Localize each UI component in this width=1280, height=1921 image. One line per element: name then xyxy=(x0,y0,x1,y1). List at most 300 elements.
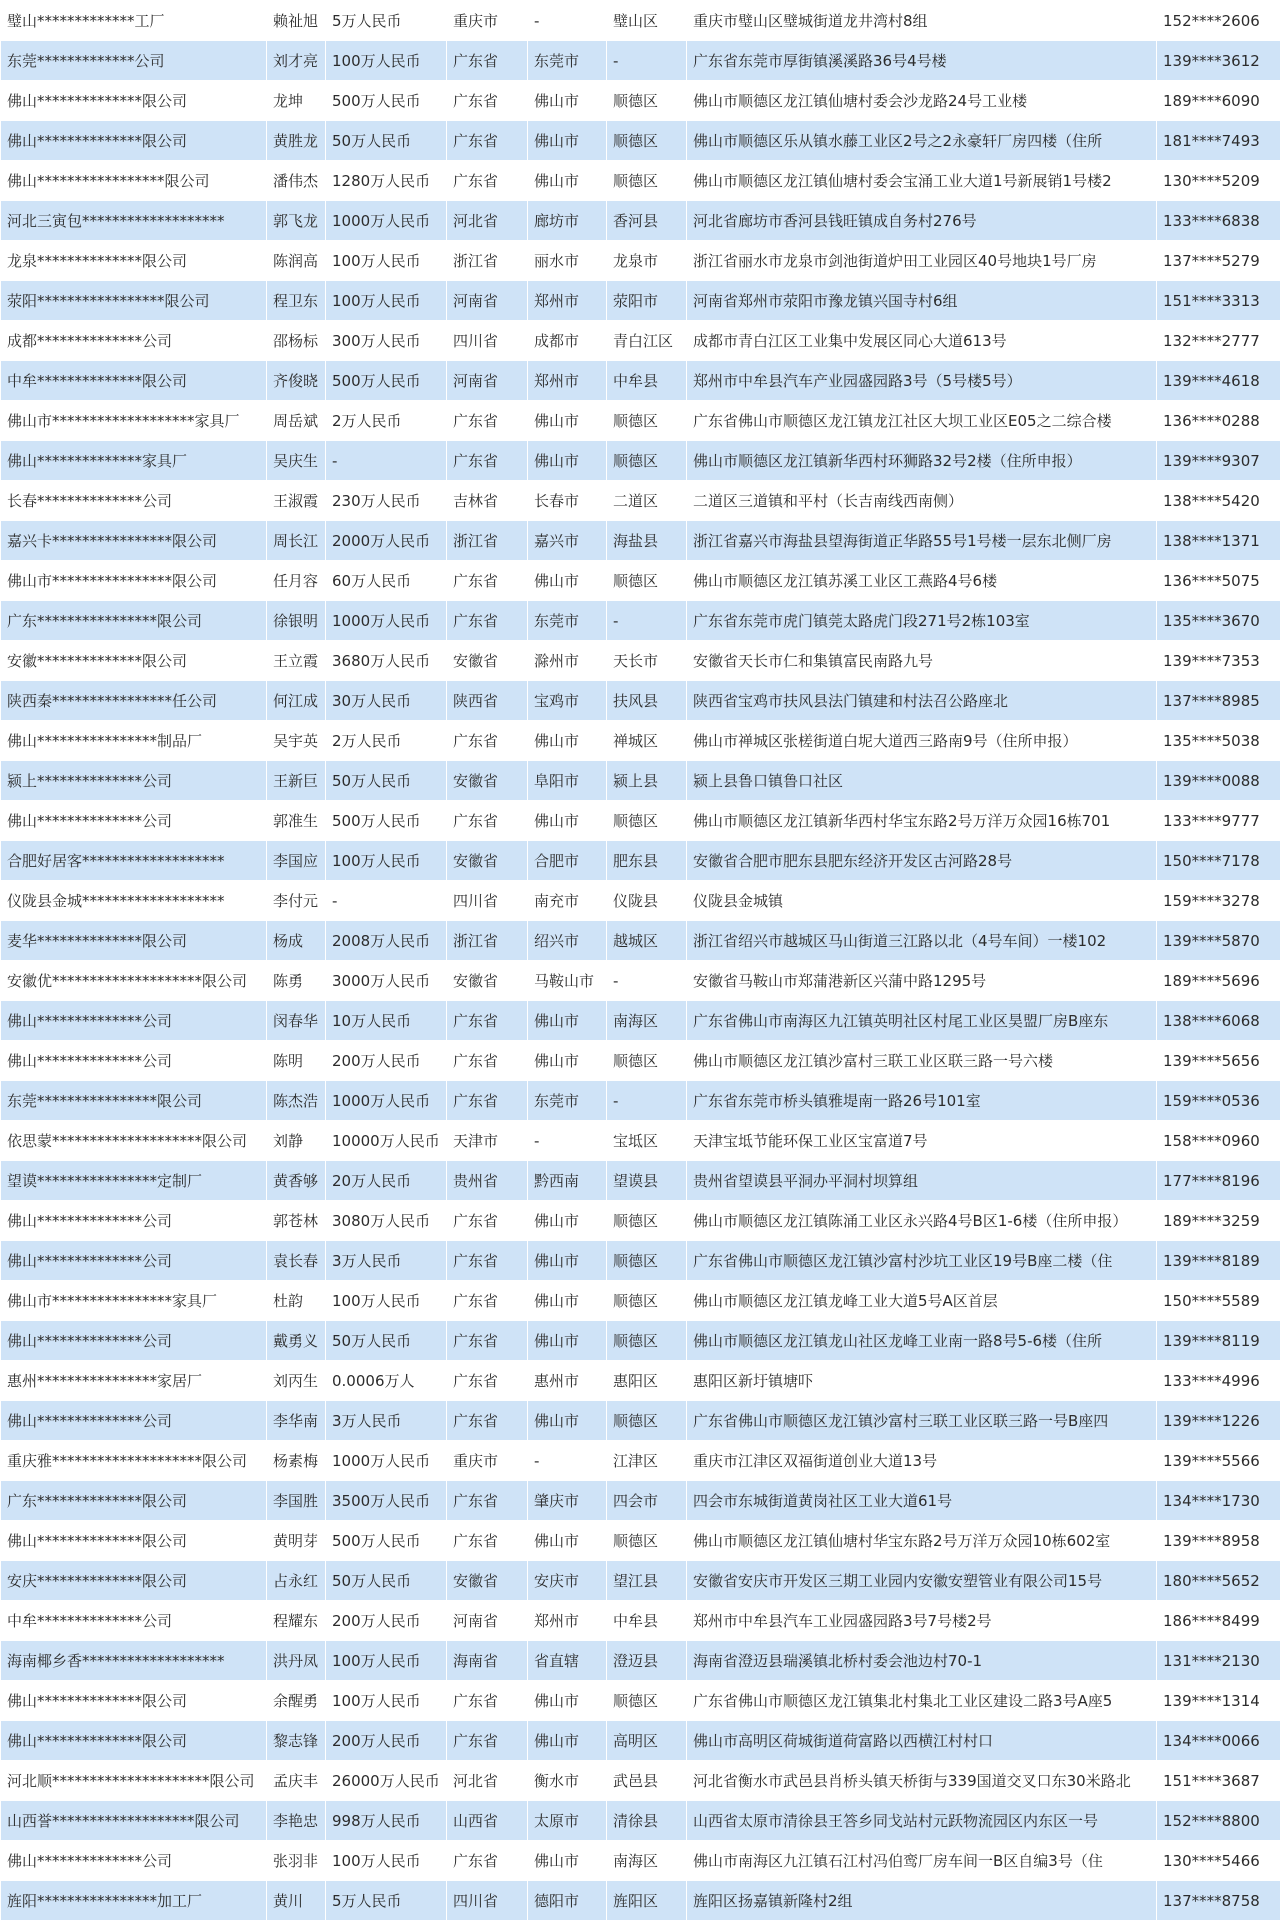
province-cell: 广东省 xyxy=(447,1001,528,1041)
legal-person-cell: 吴庆生 xyxy=(267,441,326,481)
district-cell: 顺德区 xyxy=(607,1681,687,1721)
address-cell: 天津宝坻节能环保工业区宝富道7号 xyxy=(687,1121,1157,1161)
address-cell: 广东省东莞市厚街镇溪溪路36号4号楼 xyxy=(687,41,1157,81)
district-cell: 惠阳区 xyxy=(607,1361,687,1401)
legal-person-cell: 黎志锋 xyxy=(267,1721,326,1761)
district-cell: 宝坻区 xyxy=(607,1121,687,1161)
legal-person-cell: 何江成 xyxy=(267,681,326,721)
legal-person-cell: 占永红 xyxy=(267,1561,326,1601)
district-cell: 扶风县 xyxy=(607,681,687,721)
district-cell: 顺德区 xyxy=(607,801,687,841)
company-name-cell: 佛山市****************限公司 xyxy=(1,561,267,601)
city-cell: - xyxy=(528,1441,607,1481)
city-cell: 佛山市 xyxy=(528,1321,607,1361)
table-row xyxy=(1,81,1280,121)
province-cell: 安徽省 xyxy=(447,1561,528,1601)
phone-cell: 180****5652 xyxy=(1157,1561,1280,1601)
phone-cell: 139****5656 xyxy=(1157,1041,1280,1081)
province-cell: 广东省 xyxy=(447,1281,528,1321)
phone-cell: 138****6068 xyxy=(1157,1001,1280,1041)
address-cell: 佛山市顺德区龙江镇陈涌工业区永兴路4号B区1-6楼（住所申报） xyxy=(687,1201,1157,1241)
legal-person-cell: 王立霞 xyxy=(267,641,326,681)
table-row xyxy=(1,761,1280,801)
province-cell: 安徽省 xyxy=(447,641,528,681)
table-row xyxy=(1,281,1280,321)
city-cell: 佛山市 xyxy=(528,721,607,761)
address-cell: 佛山市顺德区龙江镇龙峰工业大道5号A区首层 xyxy=(687,1281,1157,1321)
company-name-cell: 佛山**************公司 xyxy=(1,1841,267,1881)
legal-person-cell: 潘伟杰 xyxy=(267,161,326,201)
district-cell: 顺德区 xyxy=(607,441,687,481)
district-cell: 顺德区 xyxy=(607,121,687,161)
address-cell: 重庆市璧山区璧城街道龙井湾村8组 xyxy=(687,1,1157,41)
city-cell: 郑州市 xyxy=(528,361,607,401)
province-cell: 广东省 xyxy=(447,601,528,641)
table-row xyxy=(1,1801,1280,1841)
registered-capital-cell: 3500万人民币 xyxy=(326,1481,447,1521)
province-cell: 广东省 xyxy=(447,1321,528,1361)
address-cell: 安徽省合肥市肥东县肥东经济开发区古河路28号 xyxy=(687,841,1157,881)
district-cell: 肥东县 xyxy=(607,841,687,881)
table-row xyxy=(1,1641,1280,1681)
city-cell: 佛山市 xyxy=(528,561,607,601)
district-cell: 颍上县 xyxy=(607,761,687,801)
phone-cell: 137****5279 xyxy=(1157,241,1280,281)
legal-person-cell: 张羽非 xyxy=(267,1841,326,1881)
district-cell: 清徐县 xyxy=(607,1801,687,1841)
province-cell: 四川省 xyxy=(447,321,528,361)
table-row xyxy=(1,401,1280,441)
company-name-cell: 佛山**************公司 xyxy=(1,1201,267,1241)
province-cell: 广东省 xyxy=(447,1841,528,1881)
registered-capital-cell: 2万人民币 xyxy=(326,401,447,441)
legal-person-cell: 杜韵 xyxy=(267,1281,326,1321)
table-row xyxy=(1,801,1280,841)
district-cell: 顺德区 xyxy=(607,401,687,441)
legal-person-cell: 余醒勇 xyxy=(267,1681,326,1721)
company-name-cell: 安徽**************限公司 xyxy=(1,641,267,681)
province-cell: 陕西省 xyxy=(447,681,528,721)
table-row xyxy=(1,961,1280,1001)
district-cell: 顺德区 xyxy=(607,1281,687,1321)
company-name-cell: 河北三寅包******************* xyxy=(1,201,267,241)
company-name-cell: 佛山*****************限公司 xyxy=(1,161,267,201)
province-cell: 四川省 xyxy=(447,1881,528,1921)
district-cell: 高明区 xyxy=(607,1721,687,1761)
phone-cell: 132****2777 xyxy=(1157,321,1280,361)
legal-person-cell: 郭苍林 xyxy=(267,1201,326,1241)
legal-person-cell: 杨素梅 xyxy=(267,1441,326,1481)
province-cell: 广东省 xyxy=(447,801,528,841)
company-name-cell: 中牟**************限公司 xyxy=(1,361,267,401)
legal-person-cell: 郭准生 xyxy=(267,801,326,841)
phone-cell: 138****1371 xyxy=(1157,521,1280,561)
address-cell: 佛山市顺德区龙江镇龙山社区龙峰工业南一路8号5-6楼（住所 xyxy=(687,1321,1157,1361)
company-name-cell: 惠州****************家居厂 xyxy=(1,1361,267,1401)
registered-capital-cell: 3000万人民币 xyxy=(326,961,447,1001)
province-cell: 广东省 xyxy=(447,81,528,121)
district-cell: 南海区 xyxy=(607,1841,687,1881)
registered-capital-cell: 5万人民币 xyxy=(326,1881,447,1921)
company-name-cell: 安徽优********************限公司 xyxy=(1,961,267,1001)
legal-person-cell: 齐俊晓 xyxy=(267,361,326,401)
phone-cell: 152****8800 xyxy=(1157,1801,1280,1841)
legal-person-cell: 刘丙生 xyxy=(267,1361,326,1401)
legal-person-cell: 刘静 xyxy=(267,1121,326,1161)
registered-capital-cell: 1280万人民币 xyxy=(326,161,447,201)
registered-capital-cell: 30万人民币 xyxy=(326,681,447,721)
registered-capital-cell: 100万人民币 xyxy=(326,841,447,881)
company-name-cell: 依思蒙********************限公司 xyxy=(1,1121,267,1161)
address-cell: 郑州市中牟县汽车工业园盛园路3号7号楼2号 xyxy=(687,1601,1157,1641)
registered-capital-cell: 2万人民币 xyxy=(326,721,447,761)
city-cell: 肇庆市 xyxy=(528,1481,607,1521)
registered-capital-cell: 50万人民币 xyxy=(326,1321,447,1361)
province-cell: 广东省 xyxy=(447,721,528,761)
district-cell: 荥阳市 xyxy=(607,281,687,321)
company-name-cell: 东莞*************公司 xyxy=(1,41,267,81)
company-name-cell: 颍上**************公司 xyxy=(1,761,267,801)
address-cell: 颍上县鲁口镇鲁口社区 xyxy=(687,761,1157,801)
legal-person-cell: 黄明芽 xyxy=(267,1521,326,1561)
city-cell: 郑州市 xyxy=(528,281,607,321)
table-row xyxy=(1,681,1280,721)
company-name-cell: 荥阳*****************限公司 xyxy=(1,281,267,321)
company-name-cell: 佛山**************公司 xyxy=(1,1001,267,1041)
legal-person-cell: 李艳忠 xyxy=(267,1801,326,1841)
address-cell: 郑州市中牟县汽车产业园盛园路3号（5号楼5号） xyxy=(687,361,1157,401)
company-name-cell: 山西誉*******************限公司 xyxy=(1,1801,267,1841)
district-cell: 澄迈县 xyxy=(607,1641,687,1681)
address-cell: 河北省廊坊市香河县钱旺镇成自务村276号 xyxy=(687,201,1157,241)
phone-cell: 139****1226 xyxy=(1157,1401,1280,1441)
registered-capital-cell: - xyxy=(326,881,447,921)
table-row xyxy=(1,41,1280,81)
legal-person-cell: 闵春华 xyxy=(267,1001,326,1041)
district-cell: 顺德区 xyxy=(607,1401,687,1441)
address-cell: 山西省太原市清徐县王答乡同戈站村元跃物流园区内东区一号 xyxy=(687,1801,1157,1841)
province-cell: 吉林省 xyxy=(447,481,528,521)
city-cell: 丽水市 xyxy=(528,241,607,281)
company-name-cell: 佛山市****************家具厂 xyxy=(1,1281,267,1321)
district-cell: 顺德区 xyxy=(607,1321,687,1361)
phone-cell: 189****6090 xyxy=(1157,81,1280,121)
legal-person-cell: 洪丹凤 xyxy=(267,1641,326,1681)
city-cell: 嘉兴市 xyxy=(528,521,607,561)
registered-capital-cell: 60万人民币 xyxy=(326,561,447,601)
registered-capital-cell: - xyxy=(326,441,447,481)
district-cell: 武邑县 xyxy=(607,1761,687,1801)
address-cell: 重庆市江津区双福街道创业大道13号 xyxy=(687,1441,1157,1481)
district-cell: - xyxy=(607,961,687,1001)
table-row xyxy=(1,1321,1280,1361)
province-cell: 广东省 xyxy=(447,561,528,601)
registered-capital-cell: 100万人民币 xyxy=(326,1841,447,1881)
district-cell: 二道区 xyxy=(607,481,687,521)
province-cell: 浙江省 xyxy=(447,241,528,281)
registered-capital-cell: 3万人民币 xyxy=(326,1401,447,1441)
legal-person-cell: 陈勇 xyxy=(267,961,326,1001)
table-row xyxy=(1,1361,1280,1401)
registered-capital-cell: 200万人民币 xyxy=(326,1721,447,1761)
table-row xyxy=(1,641,1280,681)
address-cell: 陕西省宝鸡市扶风县法门镇建和村法召公路座北 xyxy=(687,681,1157,721)
legal-person-cell: 李国胜 xyxy=(267,1481,326,1521)
district-cell: - xyxy=(607,41,687,81)
phone-cell: 152****2606 xyxy=(1157,1,1280,41)
legal-person-cell: 王淑霞 xyxy=(267,481,326,521)
address-cell: 浙江省嘉兴市海盐县望海街道正华路55号1号楼一层东北侧厂房 xyxy=(687,521,1157,561)
company-name-cell: 璧山*************工厂 xyxy=(1,1,267,41)
registered-capital-cell: 3080万人民币 xyxy=(326,1201,447,1241)
company-name-cell: 旌阳****************加工厂 xyxy=(1,1881,267,1921)
table-row xyxy=(1,1121,1280,1161)
city-cell: 惠州市 xyxy=(528,1361,607,1401)
city-cell: 衡水市 xyxy=(528,1761,607,1801)
address-cell: 安徽省天长市仁和集镇富民南路九号 xyxy=(687,641,1157,681)
district-cell: - xyxy=(607,1081,687,1121)
registered-capital-cell: 100万人民币 xyxy=(326,1641,447,1681)
province-cell: 广东省 xyxy=(447,161,528,201)
company-name-cell: 佛山**************公司 xyxy=(1,1041,267,1081)
legal-person-cell: 李华南 xyxy=(267,1401,326,1441)
phone-cell: 136****5075 xyxy=(1157,561,1280,601)
company-name-cell: 望谟****************定制厂 xyxy=(1,1161,267,1201)
table-row xyxy=(1,1281,1280,1321)
table-row xyxy=(1,521,1280,561)
company-name-cell: 佛山**************公司 xyxy=(1,1401,267,1441)
address-cell: 佛山市禅城区张槎街道白坭大道西三路南9号（住所申报） xyxy=(687,721,1157,761)
phone-cell: 133****9777 xyxy=(1157,801,1280,841)
registered-capital-cell: 1000万人民币 xyxy=(326,201,447,241)
table-row xyxy=(1,841,1280,881)
city-cell: 佛山市 xyxy=(528,801,607,841)
phone-cell: 189****3259 xyxy=(1157,1201,1280,1241)
province-cell: 山西省 xyxy=(447,1801,528,1841)
legal-person-cell: 王新巨 xyxy=(267,761,326,801)
company-name-cell: 佛山**************限公司 xyxy=(1,1681,267,1721)
registered-capital-cell: 2008万人民币 xyxy=(326,921,447,961)
phone-cell: 181****7493 xyxy=(1157,121,1280,161)
registered-capital-cell: 998万人民币 xyxy=(326,1801,447,1841)
company-name-cell: 佛山**************限公司 xyxy=(1,1521,267,1561)
phone-cell: 139****3612 xyxy=(1157,41,1280,81)
city-cell: 阜阳市 xyxy=(528,761,607,801)
province-cell: 浙江省 xyxy=(447,921,528,961)
registered-capital-cell: 1000万人民币 xyxy=(326,1081,447,1121)
legal-person-cell: 程耀东 xyxy=(267,1601,326,1641)
address-cell: 佛山市顺德区龙江镇沙富村三联工业区联三路一号六楼 xyxy=(687,1041,1157,1081)
registered-capital-cell: 100万人民币 xyxy=(326,1681,447,1721)
address-cell: 浙江省绍兴市越城区马山街道三江路以北（4号车间）一楼102 xyxy=(687,921,1157,961)
table-row xyxy=(1,1041,1280,1081)
legal-person-cell: 郭飞龙 xyxy=(267,201,326,241)
city-cell: 德阳市 xyxy=(528,1881,607,1921)
province-cell: 河南省 xyxy=(447,1601,528,1641)
address-cell: 佛山市顺德区龙江镇仙塘村华宝东路2号万洋万众园10栋602室 xyxy=(687,1521,1157,1561)
district-cell: 顺德区 xyxy=(607,561,687,601)
city-cell: 佛山市 xyxy=(528,401,607,441)
table-row xyxy=(1,1001,1280,1041)
address-cell: 河北省衡水市武邑县肖桥头镇天桥街与339国道交叉口东30米路北 xyxy=(687,1761,1157,1801)
province-cell: 河南省 xyxy=(447,281,528,321)
address-cell: 二道区三道镇和平村（长吉南线西南侧） xyxy=(687,481,1157,521)
table-row xyxy=(1,1481,1280,1521)
phone-cell: 189****5696 xyxy=(1157,961,1280,1001)
table-row xyxy=(1,1561,1280,1601)
legal-person-cell: 陈杰浩 xyxy=(267,1081,326,1121)
address-cell: 安徽省马鞍山市郑蒲港新区兴蒲中路1295号 xyxy=(687,961,1157,1001)
phone-cell: 151****3687 xyxy=(1157,1761,1280,1801)
company-name-cell: 佛山**************公司 xyxy=(1,801,267,841)
province-cell: 河南省 xyxy=(447,361,528,401)
table-row xyxy=(1,1161,1280,1201)
legal-person-cell: 龙坤 xyxy=(267,81,326,121)
table-row xyxy=(1,881,1280,921)
address-cell: 佛山市南海区九江镇石江村冯伯鸾厂房车间一B区自编3号（住 xyxy=(687,1841,1157,1881)
province-cell: 海南省 xyxy=(447,1641,528,1681)
province-cell: 广东省 xyxy=(447,1041,528,1081)
company-name-cell: 安庆**************限公司 xyxy=(1,1561,267,1601)
city-cell: 佛山市 xyxy=(528,1521,607,1561)
district-cell: 旌阳区 xyxy=(607,1881,687,1921)
address-cell: 佛山市顺德区龙江镇仙塘村委会沙龙路24号工业楼 xyxy=(687,81,1157,121)
province-cell: 广东省 xyxy=(447,1721,528,1761)
district-cell: 中牟县 xyxy=(607,361,687,401)
phone-cell: 139****0088 xyxy=(1157,761,1280,801)
table-row xyxy=(1,1601,1280,1641)
city-cell: - xyxy=(528,1121,607,1161)
province-cell: 浙江省 xyxy=(447,521,528,561)
phone-cell: 137****8758 xyxy=(1157,1881,1280,1921)
city-cell: 佛山市 xyxy=(528,161,607,201)
phone-cell: 135****3670 xyxy=(1157,601,1280,641)
company-name-cell: 佛山****************制品厂 xyxy=(1,721,267,761)
province-cell: 广东省 xyxy=(447,1401,528,1441)
city-cell: 长春市 xyxy=(528,481,607,521)
phone-cell: 139****7353 xyxy=(1157,641,1280,681)
phone-cell: 158****0960 xyxy=(1157,1121,1280,1161)
legal-person-cell: 孟庆丰 xyxy=(267,1761,326,1801)
registered-capital-cell: 500万人民币 xyxy=(326,361,447,401)
address-cell: 广东省佛山市顺德区龙江镇集北村集北工业区建设二路3号A座5 xyxy=(687,1681,1157,1721)
company-name-cell: 佛山**************限公司 xyxy=(1,81,267,121)
table-body xyxy=(1,1,1280,1921)
company-name-cell: 佛山**************公司 xyxy=(1,1321,267,1361)
district-cell: 禅城区 xyxy=(607,721,687,761)
province-cell: 安徽省 xyxy=(447,841,528,881)
company-name-cell: 仪陇县金城******************* xyxy=(1,881,267,921)
registered-capital-cell: 500万人民币 xyxy=(326,1521,447,1561)
registered-capital-cell: 2000万人民币 xyxy=(326,521,447,561)
company-name-cell: 河北顺*********************限公司 xyxy=(1,1761,267,1801)
table-row xyxy=(1,1761,1280,1801)
legal-person-cell: 程卫东 xyxy=(267,281,326,321)
district-cell: 天长市 xyxy=(607,641,687,681)
legal-person-cell: 戴勇义 xyxy=(267,1321,326,1361)
phone-cell: 177****8196 xyxy=(1157,1161,1280,1201)
registered-capital-cell: 200万人民币 xyxy=(326,1601,447,1641)
legal-person-cell: 吴宇英 xyxy=(267,721,326,761)
company-name-cell: 陕西秦****************任公司 xyxy=(1,681,267,721)
legal-person-cell: 黄川 xyxy=(267,1881,326,1921)
company-name-cell: 佛山**************家具厂 xyxy=(1,441,267,481)
district-cell: 顺德区 xyxy=(607,1041,687,1081)
table-row xyxy=(1,721,1280,761)
legal-person-cell: 袁长春 xyxy=(267,1241,326,1281)
table-row xyxy=(1,1521,1280,1561)
registered-capital-cell: 3680万人民币 xyxy=(326,641,447,681)
registered-capital-cell: 500万人民币 xyxy=(326,81,447,121)
legal-person-cell: 杨成 xyxy=(267,921,326,961)
province-cell: 广东省 xyxy=(447,401,528,441)
district-cell: 顺德区 xyxy=(607,81,687,121)
registered-capital-cell: 100万人民币 xyxy=(326,41,447,81)
phone-cell: 139****8119 xyxy=(1157,1321,1280,1361)
province-cell: 安徽省 xyxy=(447,961,528,1001)
registered-capital-cell: 3万人民币 xyxy=(326,1241,447,1281)
table-row xyxy=(1,1721,1280,1761)
city-cell: 佛山市 xyxy=(528,1281,607,1321)
city-cell: 东莞市 xyxy=(528,601,607,641)
district-cell: 顺德区 xyxy=(607,1241,687,1281)
phone-cell: 139****8958 xyxy=(1157,1521,1280,1561)
district-cell: 龙泉市 xyxy=(607,241,687,281)
address-cell: 河南省郑州市荥阳市豫龙镇兴国寺村6组 xyxy=(687,281,1157,321)
registered-capital-cell: 0.0006万人 xyxy=(326,1361,447,1401)
table-row xyxy=(1,1,1280,41)
province-cell: 广东省 xyxy=(447,1201,528,1241)
legal-person-cell: 李国应 xyxy=(267,841,326,881)
district-cell: 望谟县 xyxy=(607,1161,687,1201)
address-cell: 佛山市顺德区乐从镇水藤工业区2号之2永豪轩厂房四楼（住所 xyxy=(687,121,1157,161)
district-cell: 越城区 xyxy=(607,921,687,961)
company-name-cell: 长春**************公司 xyxy=(1,481,267,521)
city-cell: 南充市 xyxy=(528,881,607,921)
registered-capital-cell: 100万人民币 xyxy=(326,1281,447,1321)
city-cell: 佛山市 xyxy=(528,1681,607,1721)
city-cell: 佛山市 xyxy=(528,81,607,121)
city-cell: 黔西南 xyxy=(528,1161,607,1201)
registered-capital-cell: 50万人民币 xyxy=(326,121,447,161)
phone-cell: 130****5466 xyxy=(1157,1841,1280,1881)
phone-cell: 131****2130 xyxy=(1157,1641,1280,1681)
legal-person-cell: 任月容 xyxy=(267,561,326,601)
legal-person-cell: 黄香够 xyxy=(267,1161,326,1201)
city-cell: 合肥市 xyxy=(528,841,607,881)
legal-person-cell: 徐银明 xyxy=(267,601,326,641)
address-cell: 广东省佛山市顺德区龙江镇龙江社区大坝工业区E05之二综合楼 xyxy=(687,401,1157,441)
phone-cell: 133****4996 xyxy=(1157,1361,1280,1401)
table-row xyxy=(1,1201,1280,1241)
province-cell: 广东省 xyxy=(447,41,528,81)
district-cell: 望江县 xyxy=(607,1561,687,1601)
company-name-cell: 广东**************限公司 xyxy=(1,1481,267,1521)
phone-cell: 134****1730 xyxy=(1157,1481,1280,1521)
city-cell: 滁州市 xyxy=(528,641,607,681)
city-cell: 东莞市 xyxy=(528,1081,607,1121)
registered-capital-cell: 100万人民币 xyxy=(326,281,447,321)
table-row xyxy=(1,1441,1280,1481)
phone-cell: 130****5209 xyxy=(1157,161,1280,201)
table-row xyxy=(1,921,1280,961)
table-row xyxy=(1,361,1280,401)
city-cell: 佛山市 xyxy=(528,1041,607,1081)
phone-cell: 159****3278 xyxy=(1157,881,1280,921)
table-row xyxy=(1,1681,1280,1721)
phone-cell: 134****0066 xyxy=(1157,1721,1280,1761)
phone-cell: 150****7178 xyxy=(1157,841,1280,881)
